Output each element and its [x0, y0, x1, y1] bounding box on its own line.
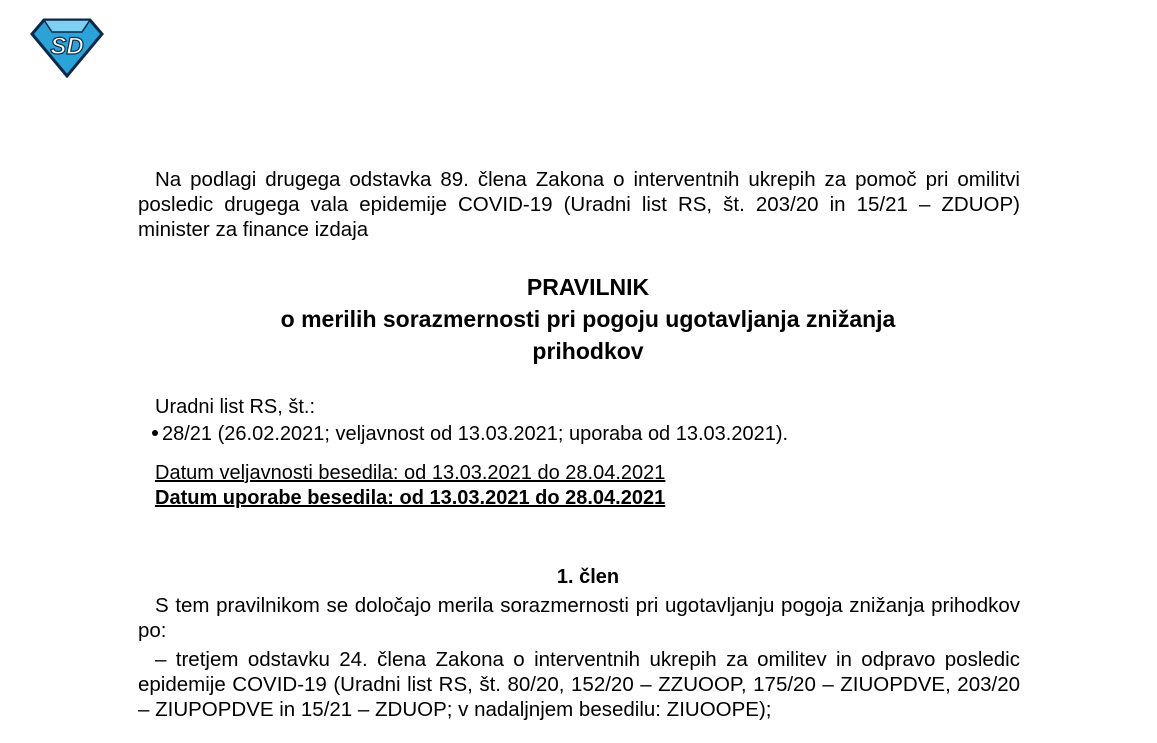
logo: [30, 18, 104, 78]
document-title: [138, 271, 1038, 367]
article-1-heading: 1. člen: [556, 566, 620, 588]
logo-text: SD: [50, 33, 84, 60]
validity-date: Datum veljavnosti besedila: od 13.03.2021 do 28.04.2021: [155, 462, 666, 484]
article-1-paragraph-1: S tem pravilnikom se določajo merila sorazmernosti pri ugotavljanju pogoja znižanja prihodkov po:: [138, 594, 1020, 642]
gazette-label: Uradni list RS, št.:: [155, 396, 316, 418]
title-line-3: prihodkov: [532, 338, 644, 364]
intro-paragraph: Na podlagi drugega odstavka 89. člena Zakona o interventnih ukrepih za pomoč pri omilitvi posledic drugega vala epidemije COVID-19 (Uradni list RS, št. 203/20 in 15/21 – ZDUOP) minister za finance izdaja: [138, 168, 1020, 241]
bullet-icon: [152, 430, 158, 436]
gazette-entry-text: 28/21 (26.02.2021; veljavnost od 13.03.2021; uporaba od 13.03.2021).: [162, 423, 789, 445]
title-line-2: o merilih sorazmernosti pri pogoju ugotavljanja znižanja: [280, 306, 896, 332]
article-1-paragraph-2: – tretjem odstavku 24. člena Zakona o interventnih ukrepih za omilitev in odpravo posledic epidemije COVID-19 (Uradni list RS, št. 80/20, 152/20 – ZZUOOP, 175/20 – ZIUOPDVE, 203/20 – ZIUPOPDVE in 15/21 – ZDUOP; v nadaljnjem besedilu: ZIUOOPE);: [138, 648, 1020, 721]
diamond-logo-icon: [30, 18, 104, 78]
title-line-1: PRAVILNIK: [526, 274, 650, 300]
gazette-entry: [152, 422, 788, 447]
usage-date: Datum uporabe besedila: od 13.03.2021 do 28.04.2021: [155, 487, 666, 509]
